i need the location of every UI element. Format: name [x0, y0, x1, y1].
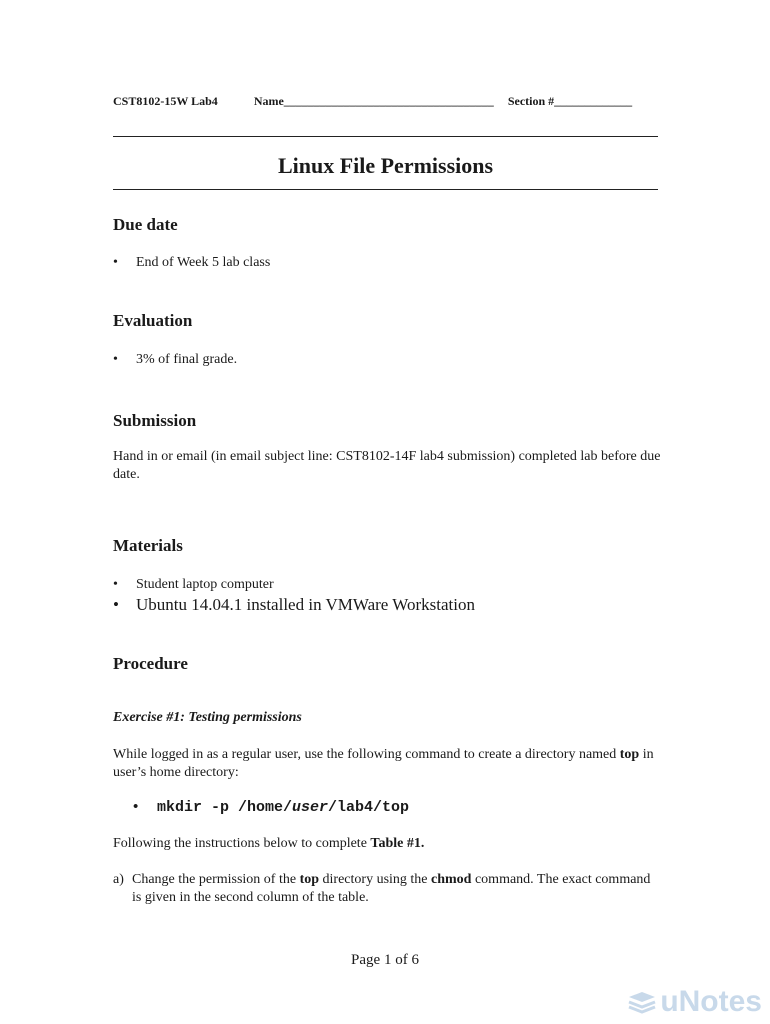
user-placeholder: user — [292, 799, 329, 816]
course-code: CST8102-15W Lab4 — [113, 94, 218, 108]
name-field: Name___________________________________ — [253, 94, 494, 108]
title-rule-bottom — [113, 189, 658, 190]
bullet-icon: • — [113, 577, 118, 592]
step-marker: a) — [113, 872, 124, 887]
materials-item: • Ubuntu 14.04.1 installed in VMWare Workstation — [113, 595, 475, 614]
watermark-logo — [627, 985, 762, 1019]
bullet-icon: • — [113, 255, 118, 270]
page-header — [113, 94, 632, 109]
materials-item: • Student laptop computer — [113, 577, 274, 592]
command-line: • mkdir -p /home/user/lab4/top — [133, 799, 410, 816]
table-reference: Table #1. — [370, 836, 425, 851]
materials-heading: Materials — [113, 536, 183, 555]
page-number: Page 1 of 6 — [351, 952, 419, 968]
follow-instructions: Following the instructions below to complete Table #1. — [113, 836, 425, 851]
evaluation-item: • 3% of final grade. — [113, 352, 238, 367]
title-rule-top — [113, 136, 658, 137]
section-field: Section #_____________ — [507, 94, 633, 108]
due-date-heading: Due date — [113, 215, 178, 234]
submission-heading: Submission — [113, 411, 197, 430]
bullet-icon: • — [113, 352, 118, 367]
step-a: a) Change the permission of the top directory using the chmod command. The exact command is given in the second column of the table. — [113, 872, 651, 905]
procedure-heading: Procedure — [113, 654, 188, 673]
bullet-icon: • — [133, 799, 139, 815]
evaluation-heading: Evaluation — [113, 311, 193, 330]
bullet-icon: • — [113, 595, 119, 614]
stack-icon — [627, 989, 657, 1015]
exercise-title: Exercise #1: Testing permissions — [113, 710, 302, 725]
directory-name: top — [619, 747, 640, 762]
procedure-intro: While logged in as a regular user, use the following command to create a directory named top in user’s home directory: — [113, 747, 654, 780]
due-date-item: • End of Week 5 lab class — [113, 255, 271, 270]
submission-text: Hand in or email (in email subject line: CST8102-14F lab4 submission) completed lab before due date. — [113, 449, 661, 482]
watermark-text: uNotes — [660, 985, 762, 1018]
page-title: Linux File Permissions — [277, 153, 494, 178]
